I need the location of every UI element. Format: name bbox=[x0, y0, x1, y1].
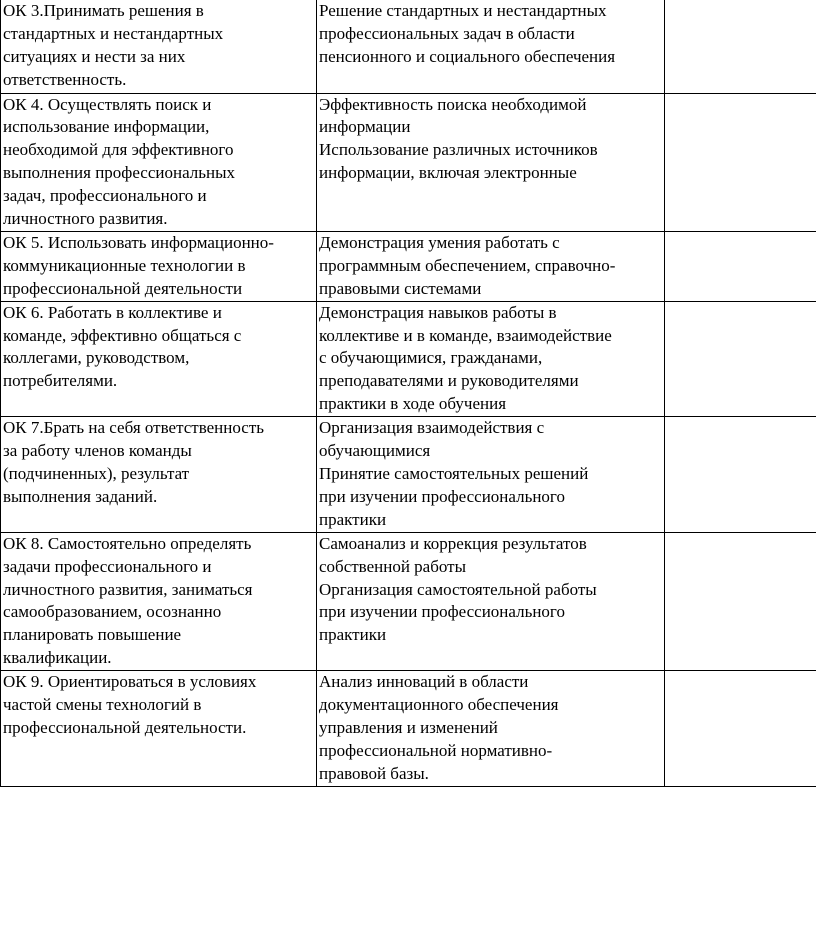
table-row bbox=[1, 532, 816, 670]
table-row bbox=[1, 231, 816, 301]
competency-cell: ОК 3.Принимать решения в стандартных и нестандартных ситуациях и нести за них ответственность. bbox=[1, 0, 317, 93]
table-row bbox=[1, 93, 816, 231]
assessment-cell bbox=[665, 93, 816, 231]
indicator-cell: Эффективность поиска необходимой информации Использование различных источников информации, включая электронные bbox=[317, 93, 665, 231]
indicator-cell: Анализ инноваций в области документационного обеспечения управления и изменений профессиональной нормативно- правовой базы. bbox=[317, 671, 665, 787]
assessment-cell bbox=[665, 417, 816, 533]
assessment-cell bbox=[665, 301, 816, 417]
assessment-cell bbox=[665, 0, 816, 93]
table-row bbox=[1, 0, 816, 93]
competency-cell: ОК 8. Самостоятельно определять задачи профессионального и личностного развития, заниматься самообразованием, осознанно планировать повышение квалификации. bbox=[1, 532, 317, 670]
assessment-cell bbox=[665, 671, 816, 787]
table-row bbox=[1, 301, 816, 417]
competency-cell: ОК 5. Использовать информационно- коммуникационные технологии в профессиональной деятельности bbox=[1, 231, 317, 301]
indicator-cell: Самоанализ и коррекция результатов собственной работы Организация самостоятельной работы при изучении профессионального практики bbox=[317, 532, 665, 670]
competency-cell: ОК 4. Осуществлять поиск и использование информации, необходимой для эффективного выполнения профессиональных задач, профессионального и личностного развития. bbox=[1, 93, 317, 231]
indicator-cell: Решение стандартных и нестандартных профессиональных задач в области пенсионного и социального обеспечения bbox=[317, 0, 665, 93]
indicator-cell: Демонстрация навыков работы в коллективе и в команде, взаимодействие с обучающимися, гражданами, преподавателями и руководителями практики в ходе обучения bbox=[317, 301, 665, 417]
indicator-cell: Организация взаимодействия с обучающимися Принятие самостоятельных решений при изучении профессионального практики bbox=[317, 417, 665, 533]
table-row bbox=[1, 417, 816, 533]
table-row bbox=[1, 671, 816, 787]
indicator-cell: Демонстрация умения работать с программным обеспечением, справочно- правовыми системами bbox=[317, 231, 665, 301]
assessment-cell bbox=[665, 231, 816, 301]
assessment-cell bbox=[665, 532, 816, 670]
competency-cell: ОК 7.Брать на себя ответственность за работу членов команды (подчиненных), результат выполнения заданий. bbox=[1, 417, 317, 533]
competency-cell: ОК 9. Ориентироваться в условиях частой смены технологий в профессиональной деятельности. bbox=[1, 671, 317, 787]
competency-cell: ОК 6. Работать в коллективе и команде, эффективно общаться с коллегами, руководством, потребителями. bbox=[1, 301, 317, 417]
